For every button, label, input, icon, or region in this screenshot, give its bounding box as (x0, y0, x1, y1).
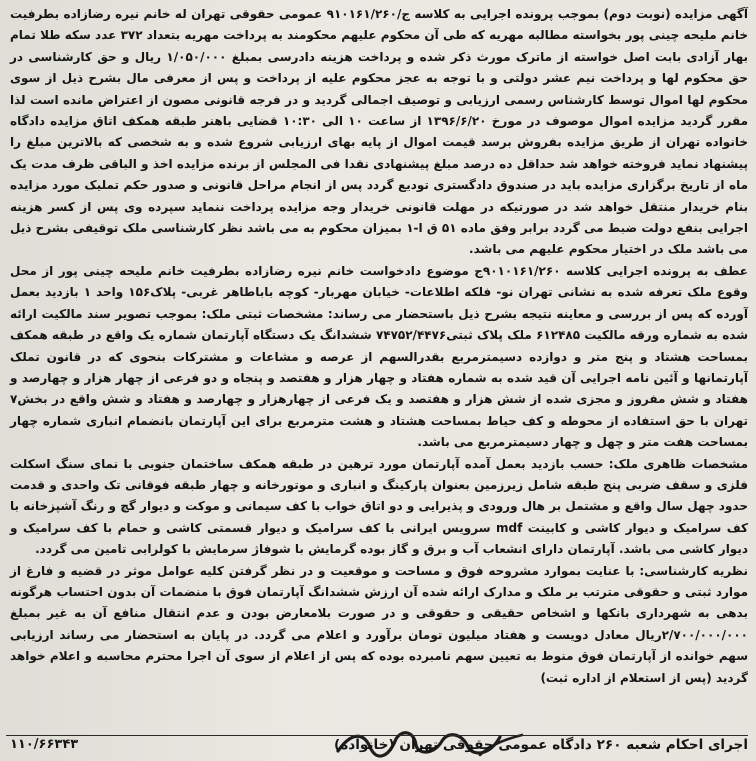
notice-paragraph-description: مشخصات ظاهری ملک: حسب بازدید بعمل آمده آپارتمان مورد ترهین در طبقه همکف ساختمان جنوبی با نمای سنگ اسکلت فلزی و سقف ضربی پنج طبقه شامل زیرزمین بعنوان پارکینگ و انباری و موتورخانه و چهار طبقه فوقانی تک واحدی و قدمت حدود چهل سال واقع و مشتمل بر هال ورودی و پذیرایی و دو اتاق خواب با کف سیمانی و موکت و دیوار گچ و رنگ آشپزخانه با کف سرامیک و دیوار کاشی و کابینت mdf سرویس ایرانی با کف سرامیک و دیوار قسمتی کاشی و حمام با کف سرامیک و دیوار کاشی می باشد. آپارتمان دارای انشعاب آب و برق و گاز بوده گرمایش با شوفاژ سرمایش با کولرابی تامین می گردد. (10, 456, 748, 557)
notice-paragraph-intro: آگهی مزایده (نوبت دوم) بموجب پرونده اجرایی به کلاسه ج/۹۱۰۱۶۱/۲۶۰ عمومی حقوقی تهران له خانم نیره رضازاده بطرفیت خانم ملیحه چینی پور بخواسته مطالبه مهریه که طی آن محکوم علیهم محکومند به پرداخت مهریه بتعداد ۳۷۲ عدد سکه طلا تمام بهار آزادی بابت اصل خواسته از ماترک مورث ذکر شده و پرداخت هزینه دادرسی بمبلغ ۱/۰۵۰/۰۰۰ ریال و حق کارشناسی در حق محکوم لها و پرداخت نیم عشر دولتی و با توجه به عجز محکوم علیه از پرداخت و پس از معرفی مال بشرح ذیل از سوی محکوم لها اموال توسط کارشناس رسمی ارزیابی و توصیف اجمالی گردید و در فرجه قانونی مصون از اعتراض مانده است لذا مقرر گردید مزایده اموال موصوف در مورخ ۱۳۹۶/۶/۲۰ از ساعت ۱۰ الی ۱۰:۳۰ قضایی باهنر طبقه همکف اتاق مزایده دادگاه خانواده تهران از طریق مزایده بفروش برسد قیمت اموال از پایه بهای ارزیابی شروع شده و به شخصی که بالاترین مبلغ را پیشنهاد نماید فروخته خواهد شد حداقل ده درصد مبلغ پیشنهادی نقدا فی المجلس از برنده مزایده اخذ و الباقی ظرف مدت یک ماه از تاریخ برگزاری مزایده باید در صندوق دادگستری تودیع گردد پس از انجام مراحل قانونی و صدور حکم تملیک مورد مزایده بنام خریدار منتقل خواهد شد در صورتیکه در مهلت قانونی خریدار وجه مزایده پرداخت ننماید سپرده وی پس از کسر هزینه اجرایی بنفع دولت ضبط می گردد برابر وفق ماده ۵۱ ق ا-۱ بمیزان محکوم به می باشد نظر کارشناسی ملک توقیفی بشرح ذیل می باشد ملک در اختیار محکوم علیهم می باشد. (10, 7, 749, 257)
reference-number: ۱۱۰/۶۶۳۴۳ (10, 737, 79, 752)
footer-divider (6, 735, 748, 736)
notice-paragraph-registry: عطف به پرونده اجرایی کلاسه ۹۰۱۰۱۶۱/۲۶۰ج موضوع دادخواست خانم نیره رضازاده بطرفیت خانم ملیحه چینی پور از محل وقوع ملک تعرفه شده به نشانی تهران نو- فلکه اطلاعات- خیابان مهربار- کوچه باباطاهر غربی- پلاک۱۵۶ واحد ۱ بازدید بعمل آورده که پس از بررسی و معاینه نتیجه بشرح ذیل باستحضار می رساند: مشخصات ثبتی ملک: بموجب تصویر سند مالکیت ارائه شده به شماره ورقه مالکیت ۶۱۲۴۸۵ ملک پلاک ثبتی۷۴۷۵۲/۴۴۷۶ ششدانگ یک دستگاه آپارتمان شماره یک واقع در طبقه همکف بمساحت هشتاد و پنج متر و دوازده دسیمترمربع بقدرالسهم از عرصه و مشاعات و مشترکات بنحوی که در قانون تملک آپارتمانها و آئین نامه اجرایی آن قید شده به شماره هفتاد و چهار هزار و هفتصد و پنجاه و دو فرعی از چهار هزار و چهارصد و هفتاد و شش مفروز و مجزی شده از شش هزار و هفتصد و یک فرعی از چهارهزار و چهارصد و هفتاد و شش واقع در بخش۷ تهران با حق استفاده از محوطه و کف حیاط بمساحت هشتاد و هشت مترمربع برای این آپارتمان بانضمام انباری شماره چهار بمساحت هفت متر و چهل و چهار دسیمترمربع می باشد. (10, 263, 749, 450)
auction-notice-body (10, 4, 748, 689)
notice-footer (6, 721, 748, 751)
notice-paragraph-appraisal: نظریه کارشناسی: با عنایت بموارد مشروحه فوق و مساحت و موقعیت و در نظر گرفتن کلیه عوامل موثر در قضیه و فارغ از موارد ثبتی و حقوقی مترتب بر ملک و مدارک ارائه شده آن ارزش ششدانگ آپارتمان فوق با منضمات آن بدون احتساب هرگونه بدهی به شهرداری بانکها و اشخاص حقیقی و حقوقی و در صورت بلامعارض بودن و عدم انتقال منافع آن به غیر بمبلغ ۲/۷۰۰/۰۰۰/۰۰۰ریال معادل دویست و هفتاد میلیون تومان برآورد و اعلام می گردد. در پایان به استحضار می رساند ارزیابی سهم خوانده از آپارتمان فوق منوط به تعیین سهم نامبرده بوده که پس از اعلام از سوی آن اجرا محترم محاسبه و اعلام خواهد گردید (پس از استعلام از اداره ثبت) (10, 563, 748, 685)
issuer-caption: اجرای احکام شعبه ۲۶۰ دادگاه عمومی حقوقی تهران (خانواده) (334, 737, 748, 753)
